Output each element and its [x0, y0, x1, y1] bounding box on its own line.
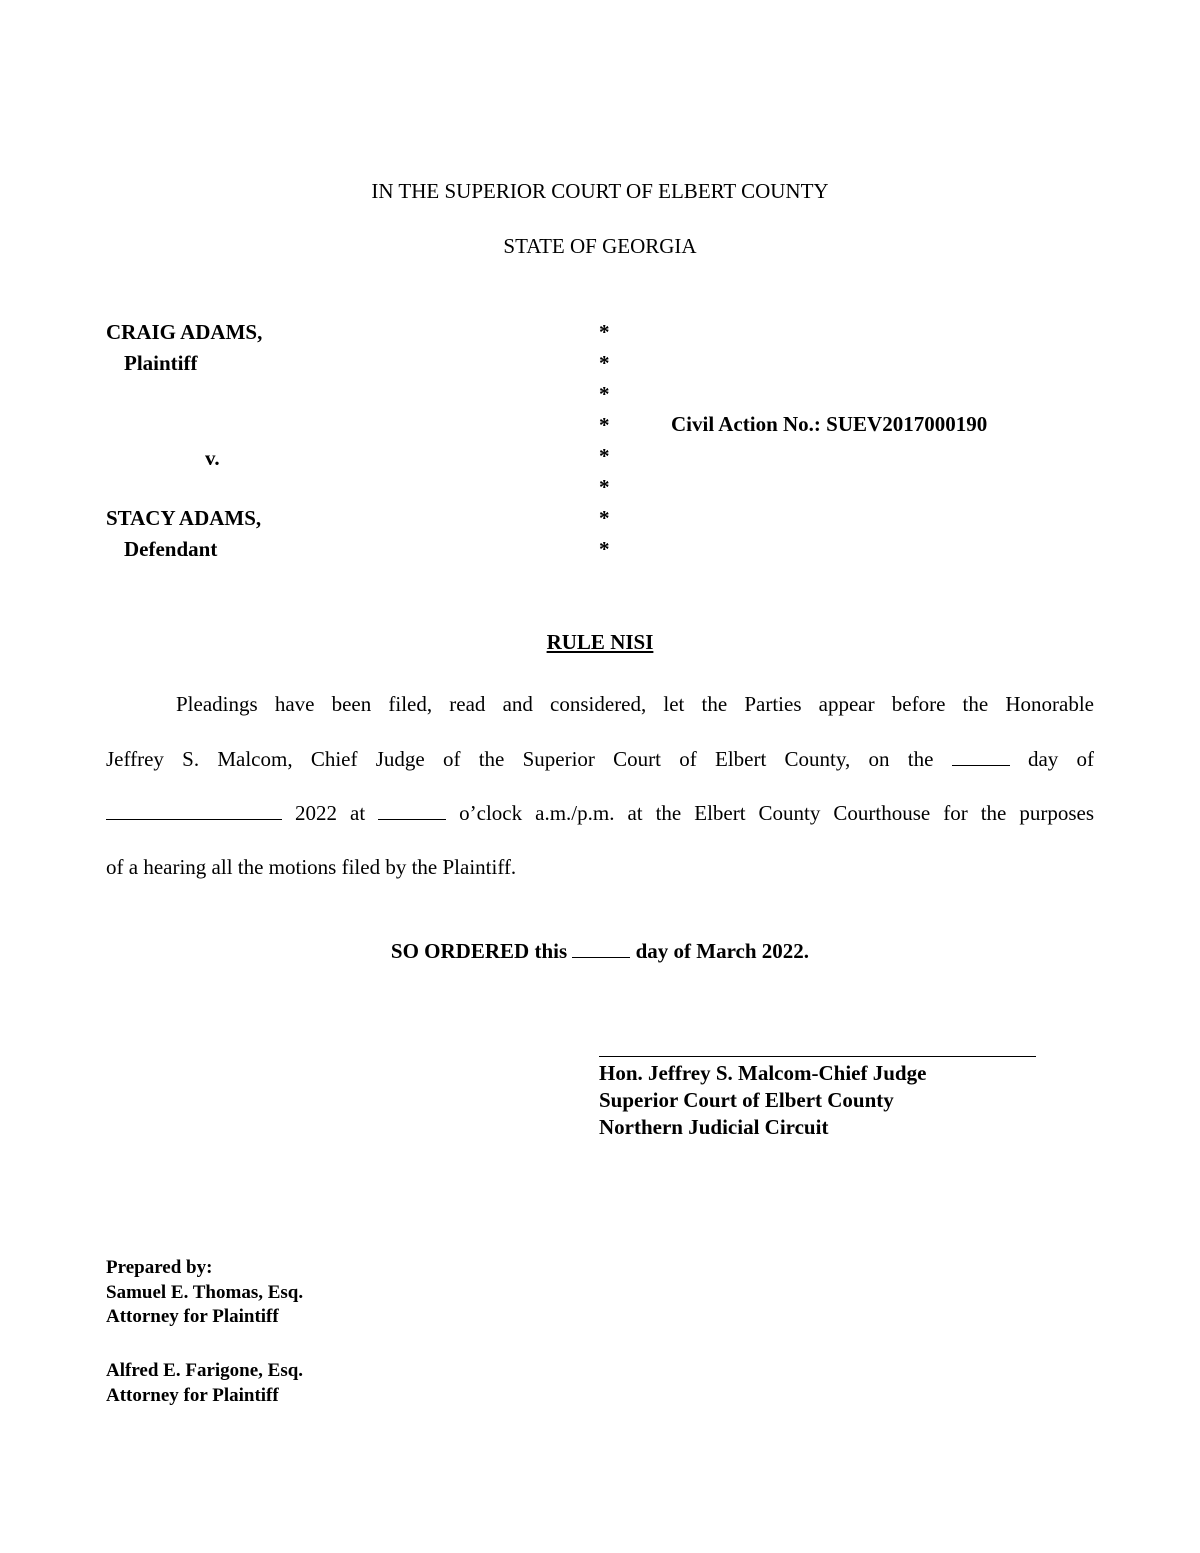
attorney-2-role: Attorney for Plaintiff — [106, 1385, 279, 1406]
body-line-4: of a hearing all the motions filed by the Plaintiff. — [106, 855, 517, 879]
caption-separator: * — [599, 506, 610, 530]
caption-separator: * — [599, 537, 610, 561]
judge-circuit: Northern Judicial Circuit — [599, 1115, 829, 1139]
court-heading: IN THE SUPERIOR COURT OF ELBERT COUNTY — [371, 179, 829, 203]
plaintiff-role: Plaintiff — [124, 351, 198, 375]
versus-label: v. — [205, 446, 220, 470]
attorney-1-role: Attorney for Plaintiff — [106, 1306, 279, 1327]
caption-separator: * — [599, 413, 610, 437]
caption-separator: * — [599, 444, 610, 468]
order-day-blank — [572, 939, 630, 958]
document-title: RULE NISI — [546, 630, 654, 654]
attorney-1-name: Samuel E. Thomas, Esq. — [106, 1282, 304, 1303]
civil-action — [671, 412, 987, 437]
prepared-by-label: Prepared by: — [106, 1257, 213, 1278]
day-blank — [952, 747, 1010, 766]
order-line: SO ORDERED this day of March 2022. — [390, 939, 810, 963]
judge-court: Superior Court of Elbert County — [599, 1088, 894, 1112]
body-line-2: Jeffrey S. Malcom, Chief Judge of the Superior Court of Elbert County, on the day of — [106, 747, 1094, 771]
defendant-name: STACY ADAMS, — [106, 506, 262, 530]
caption-separator: * — [599, 320, 610, 344]
caption-separator: * — [599, 351, 610, 375]
attorney-2-name: Alfred E. Farigone, Esq. — [106, 1360, 304, 1381]
month-blank — [106, 801, 282, 820]
time-blank — [378, 801, 446, 820]
signature-line — [599, 1056, 1036, 1057]
civil-action-number: SUEV2017000190 — [826, 412, 988, 436]
plaintiff-name: CRAIG ADAMS, — [106, 320, 263, 344]
caption-separator: * — [599, 382, 610, 406]
state-heading: STATE OF GEORGIA — [503, 234, 697, 258]
body-line-3: 2022 at o’clock a.m./p.m. at the Elbert County Courthouse for the purposes — [106, 801, 1094, 826]
defendant-role: Defendant — [124, 537, 218, 561]
judge-name: Hon. Jeffrey S. Malcom-Chief Judge — [599, 1061, 927, 1085]
civil-action-label: Civil Action No.: — [671, 412, 821, 436]
body-line-1: Pleadings have been filed, read and considered, let the Parties appear before the Honorable — [176, 692, 1094, 716]
caption-separator: * — [599, 475, 610, 499]
